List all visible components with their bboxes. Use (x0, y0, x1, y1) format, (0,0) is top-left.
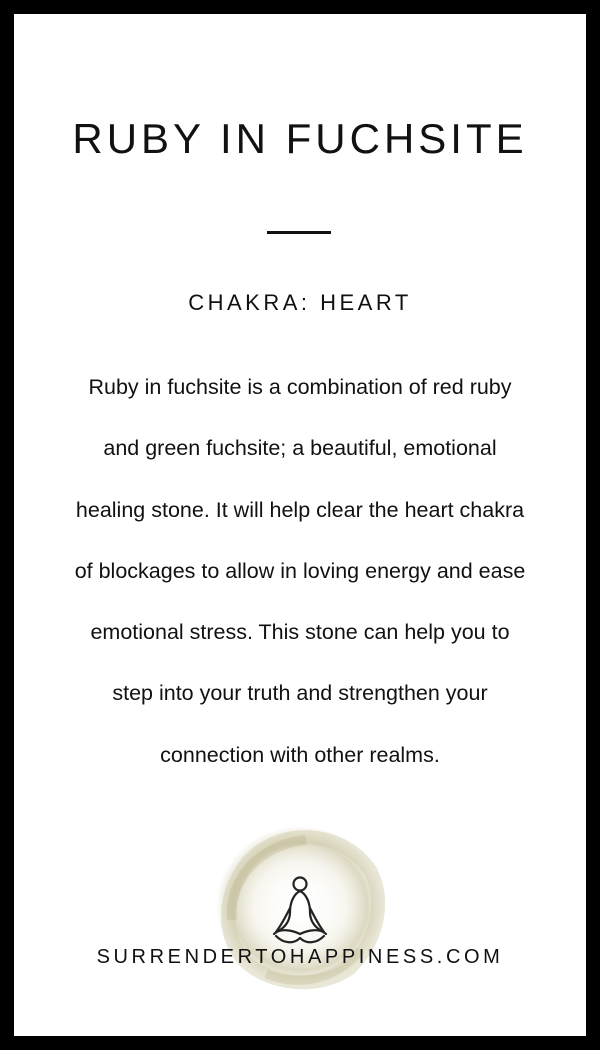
description-line: healing stone. It will help clear the heart chakra (75, 497, 525, 522)
description-line: of blockages to allow in loving energy and ease (74, 558, 526, 583)
title-divider (267, 231, 331, 234)
stone-description (14, 369, 586, 798)
chakra-label: CHAKRA: HEART (188, 290, 412, 315)
description-line: and green fuchsite; a beautiful, emotional (103, 436, 497, 461)
stone-card (14, 14, 586, 1036)
description-line: emotional stress. This stone can help you to (90, 620, 510, 645)
description-line: connection with other realms. (160, 742, 440, 767)
description-line: Ruby in fuchsite is a combination of red ruby (88, 375, 512, 399)
stone-title: RUBY IN FUCHSITE (72, 115, 528, 162)
description-line: step into your truth and strengthen your (112, 681, 488, 706)
website-url: SURRENDERTOHAPPINESS.COM (96, 946, 504, 968)
